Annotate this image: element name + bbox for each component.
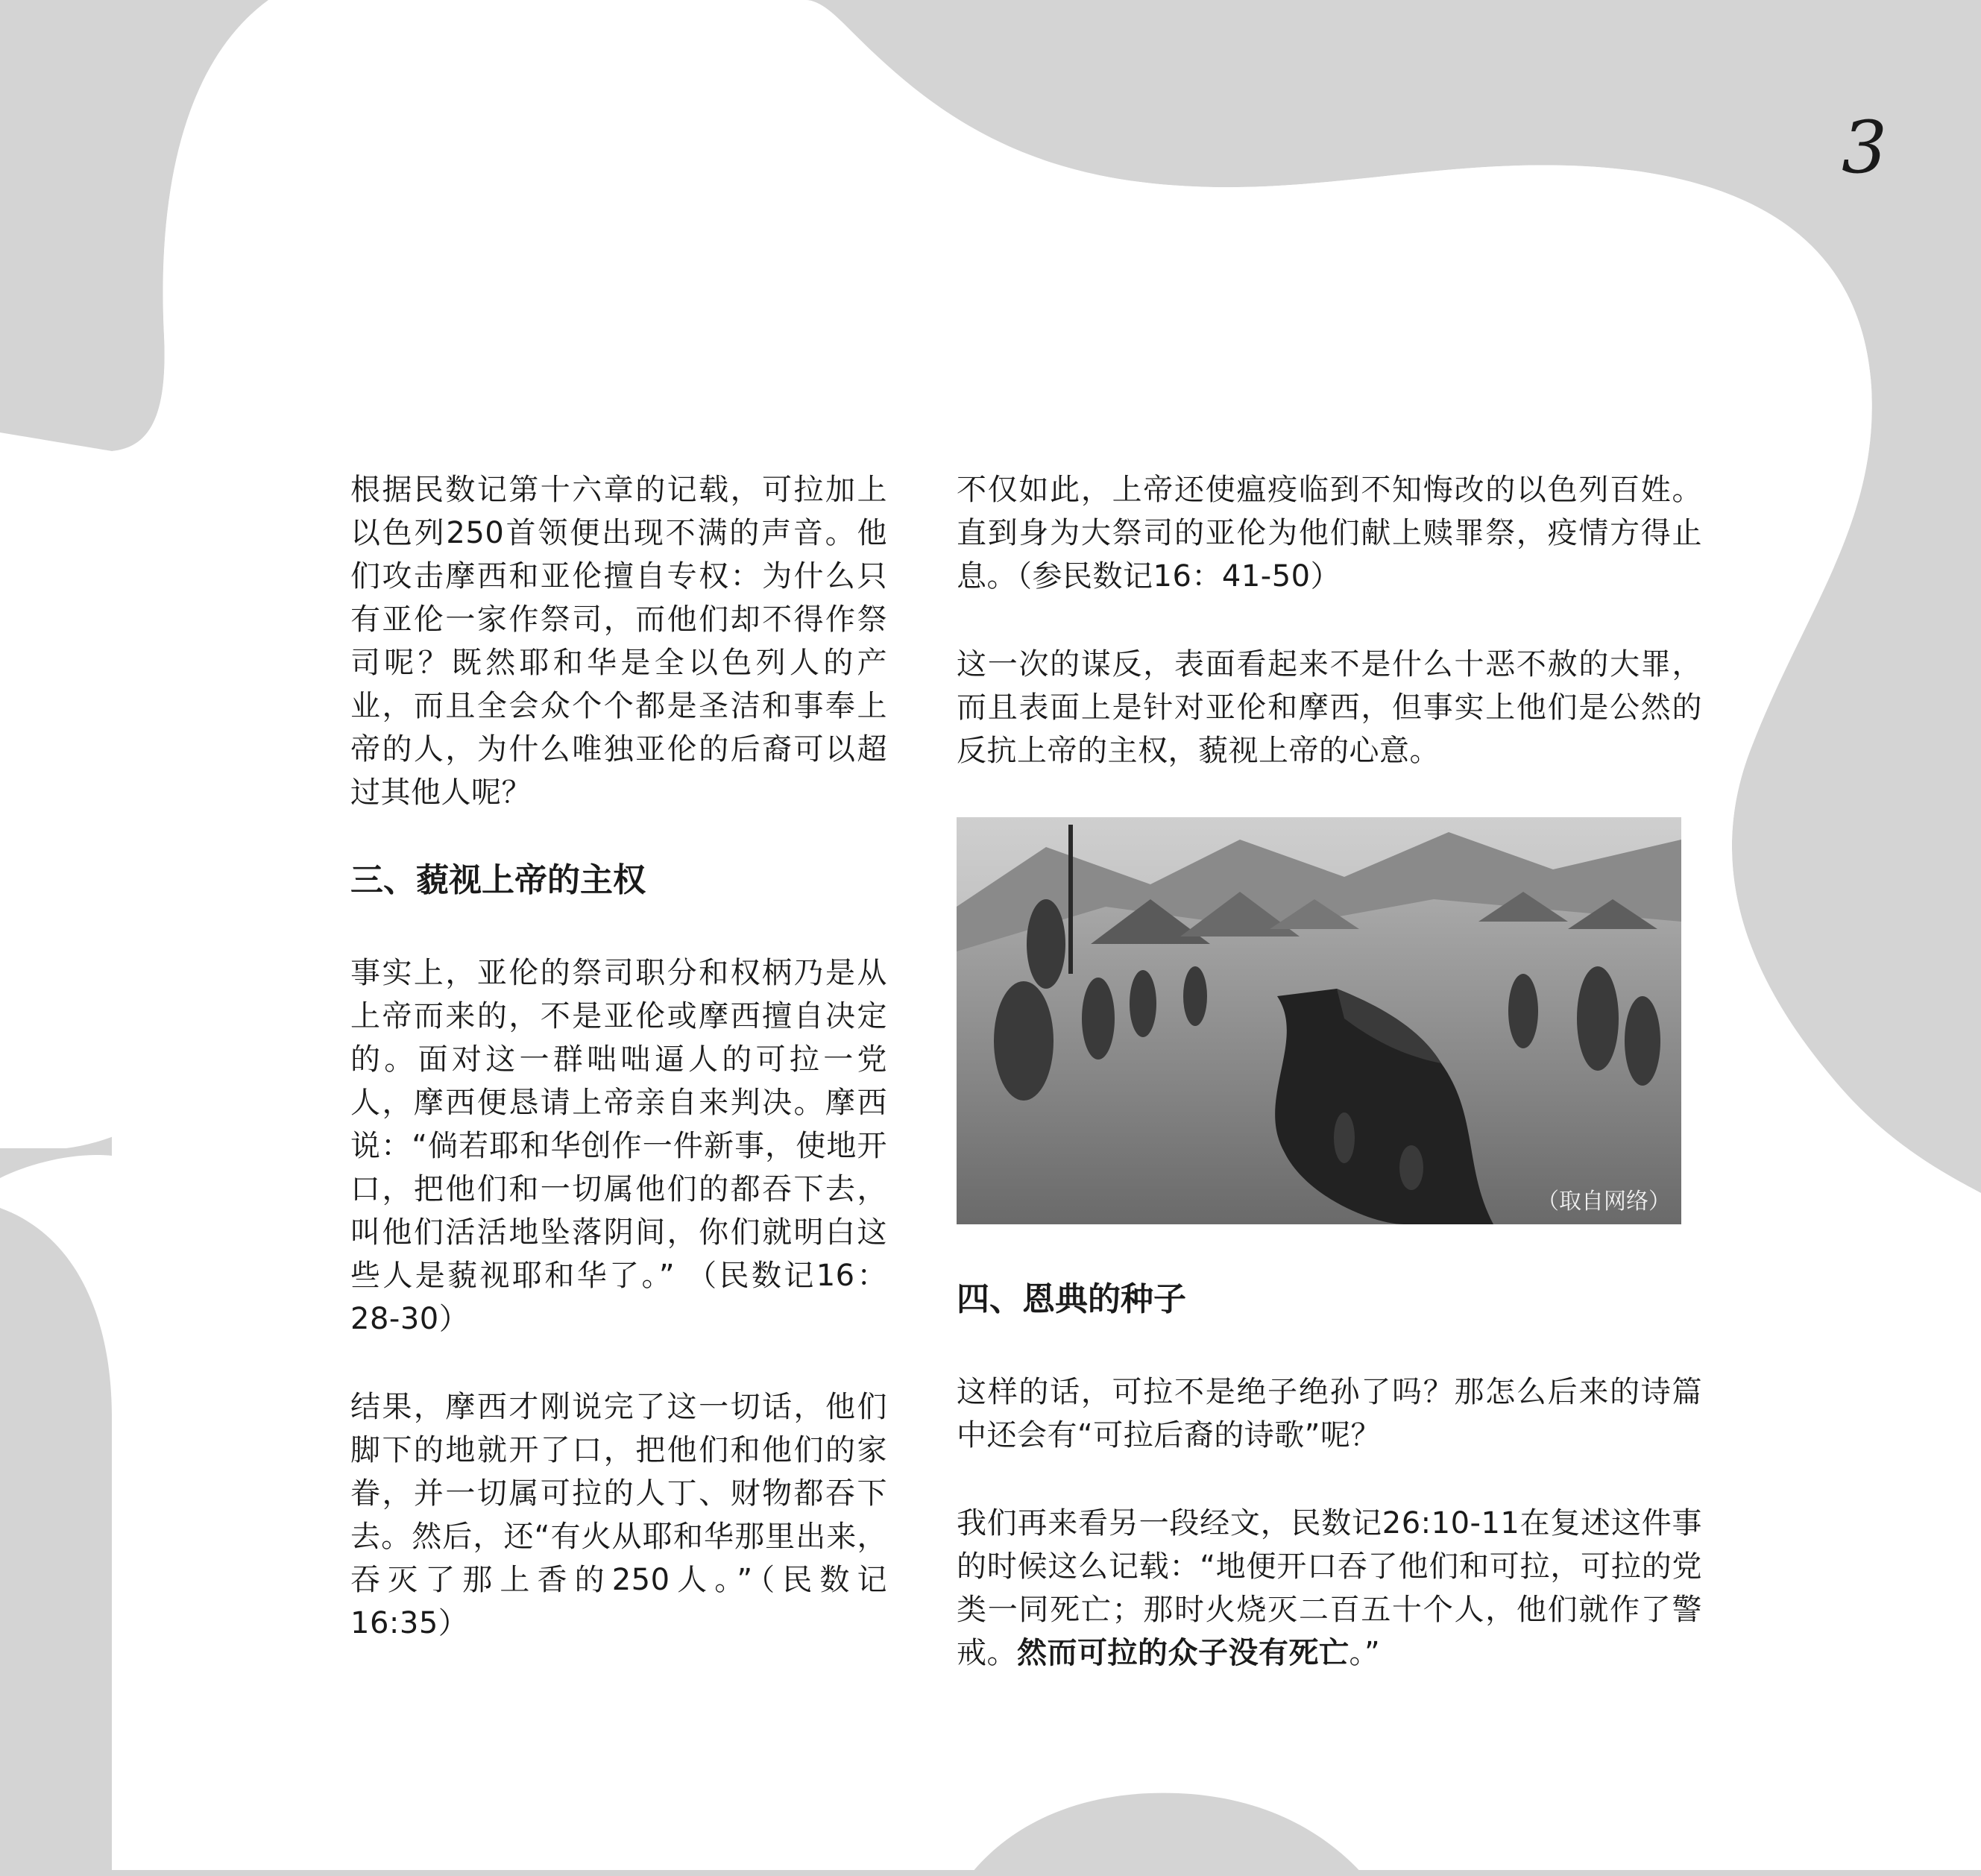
paragraph-korah-descendants: 这样的话，可拉不是绝子绝孙了吗？那怎么后来的诗篇中还会有“可拉后裔的诗歌”呢？ <box>957 1375 1702 1452</box>
paragraph-plague: 不仅如此，上帝还使瘟疫临到不知悔改的以色列百姓。直到身为大祭司的亚伦为他们献上赎罪祭，疫情方得止息。（参民数记16：41-50） <box>957 473 1702 594</box>
bottom-rule <box>112 1870 1981 1876</box>
image-credit: （取自网络） <box>1537 1189 1671 1215</box>
section-heading-three: 三、藐视上帝的主权 <box>350 861 646 899</box>
emphasized-quote: 然而可拉的众子没有死亡 <box>1017 1636 1349 1670</box>
quote-text: 我们再来看另一段经文，民数记26:10-11在复述这件事的时候这么记载：“地便开口吞了他们和可拉，可拉的党类一同死亡；那时火烧灭二百五十个人，他们就作了警戒。 <box>957 1506 1702 1670</box>
paragraph-numbers-26 <box>957 1502 1702 1675</box>
paragraph-korah-complaint: 根据民数记第十六章的记载，可拉加上以色列250首领便出现不满的声音。他们攻击摩西和亚伦擅自专权：为什么只有亚伦一家作祭司，而他们却不得作祭司呢？既然耶和华是全以色列人的产业，而且全会众个个都是圣洁和事奉上帝的人，为什么唯独亚伦的后裔可以超过其他人呢？ <box>350 473 887 810</box>
illustration-earth-swallowing-korah <box>957 817 1681 1224</box>
quote-end: 。” <box>1349 1636 1381 1670</box>
section-heading-four: 四、恩典的种子 <box>957 1280 1186 1318</box>
left-column <box>350 468 887 1690</box>
paragraph-earth-opens: 结果，摩西才刚说完了这一切话，他们脚下的地就开了口，把他们和他们的家眷，并一切属可拉的人丁、财物都吞下去。然后，还“有火从耶和华那里出来，吞灭了那上香的250人。”（民数记16:35） <box>350 1390 887 1640</box>
paragraph-moses-plea: 事实上，亚伦的祭司职分和权柄乃是从上帝而来的，不是亚伦或摩西擅自决定的。面对这一群咄咄逼人的可拉一党人，摩西便恳请上帝亲自来判决。摩西说：“倘若耶和华创作一件新事，使地开口，把他们和一切属他们的都吞下去，叫他们活活地坠落阴间，你们就明白这些人是藐视耶和华了。” （民数记16：28-30） <box>350 956 887 1336</box>
right-column <box>957 468 1702 1719</box>
page-number: 3 <box>1842 106 1888 189</box>
illustration-artwork <box>957 817 1681 1224</box>
paragraph-rebellion: 这一次的谋反，表面看起来不是什么十恶不赦的大罪，而且表面上是针对亚伦和摩西，但事实上他们是公然的反抗上帝的主权，藐视上帝的心意。 <box>957 647 1702 768</box>
